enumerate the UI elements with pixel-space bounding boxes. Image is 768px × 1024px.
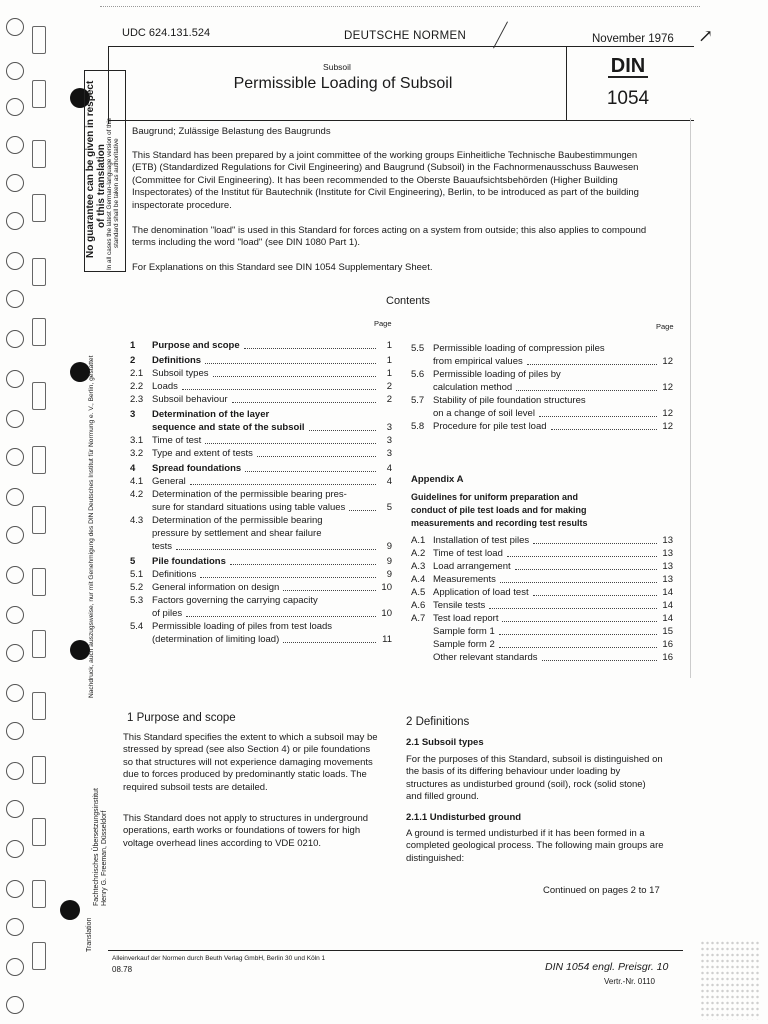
- toc-entry-number: 4.2: [130, 489, 144, 500]
- frame-bottom-rule: [108, 120, 694, 121]
- appendix-title: Appendix A: [411, 474, 464, 485]
- toc-entry: [130, 447, 392, 460]
- toc-entry-number: 2: [130, 355, 136, 366]
- toc-entry-label: Installation of test piles: [433, 535, 530, 546]
- toc-entry-number: 5.5: [411, 343, 425, 354]
- din-reference: DIN 1054 engl. Preisgr. 10: [545, 961, 669, 973]
- toc-entry: [130, 540, 392, 553]
- toc-entry-label: Subsoil types: [152, 368, 209, 379]
- document-title: Permissible Loading of Subsoil: [233, 75, 453, 92]
- continued-note: Continued on pages 2 to 17: [543, 885, 660, 896]
- toc-entry-label: on a change of soil level: [433, 408, 535, 419]
- toc-entry-number: 4: [130, 463, 136, 474]
- binder-ring: [6, 840, 24, 858]
- toc-leader-dots: [489, 608, 657, 609]
- toc-entry-label: Factors governing the carrying capacity: [152, 595, 318, 606]
- right-edge-rule: [690, 118, 691, 678]
- subsection-heading: 2.1.1 Undisturbed ground: [406, 812, 522, 823]
- toc-leader-dots: [516, 390, 657, 391]
- toc-entry: [130, 633, 392, 646]
- toc-entry-page: 16: [662, 652, 673, 663]
- appendix-subtitle-line: Guidelines for uniform preparation and: [411, 492, 579, 502]
- guarantee-note: In all cases the latest German-language version of this: [106, 118, 113, 270]
- toc-entry: [130, 514, 392, 527]
- toc-entry-number: 4.1: [130, 476, 144, 487]
- toc-entry-label: Definitions: [152, 569, 197, 580]
- udc-code: UDC 624.131.524: [122, 27, 211, 39]
- toc-entry: [130, 367, 392, 380]
- toc-entry: [130, 421, 392, 434]
- toc-entry-label: Type and extent of tests: [152, 448, 253, 459]
- section-heading: 1 Purpose and scope: [127, 712, 236, 724]
- toc-entry: [411, 407, 673, 420]
- toc-entry-number: 5.7: [411, 395, 425, 406]
- binder-ring: [6, 526, 24, 544]
- body-paragraph: This Standard does not apply to structures in underground operations, earth works or foundations of towers for high voltage overhead lines according to VDE 0210.: [123, 813, 369, 849]
- toc-entry-number: A.4: [411, 574, 426, 585]
- toc-entry-page: 5: [386, 502, 392, 513]
- toc-entry-label: sure for standard situations using table values: [152, 502, 346, 513]
- toc-entry-page: 15: [662, 626, 673, 637]
- toc-entry-number: A.6: [411, 600, 426, 611]
- toc-leader-dots: [244, 348, 376, 349]
- toc-entry-page: 16: [662, 639, 673, 650]
- body-paragraph: A ground is termed undisturbed if it has been formed in a completed geological process. The following main groups are distinguished:: [406, 828, 664, 864]
- binder-ring: [6, 644, 24, 662]
- toc-leader-dots: [186, 616, 376, 617]
- toc-leader-dots: [245, 471, 376, 472]
- toc-entry-label: sequence and state of the subsoil: [152, 422, 305, 433]
- binder-ring: [6, 918, 24, 936]
- toc-entry-page: 9: [386, 569, 392, 580]
- footer-rule: [108, 950, 683, 951]
- toc-entry-label: Permissible loading of piles from test loads: [152, 621, 333, 632]
- toc-entry: [411, 560, 673, 573]
- toc-entry: [411, 394, 673, 407]
- toc-entry-number: 3.1: [130, 435, 144, 446]
- toc-entry-label: Load arrangement: [433, 561, 511, 572]
- toc-leader-dots: [539, 416, 657, 417]
- toc-entry: [130, 555, 392, 568]
- vertrieb-number: Vertr.-Nr. 0110: [604, 977, 655, 986]
- toc-entry-label: Sample form 2: [433, 639, 495, 650]
- toc-entry-number: A.7: [411, 613, 426, 624]
- toc-entry: [411, 420, 673, 433]
- toc-entry: [130, 594, 392, 607]
- toc-leader-dots: [500, 582, 657, 583]
- toc-entry: [130, 408, 392, 421]
- binder-ring: [6, 98, 24, 116]
- toc-leader-dots: [499, 647, 657, 648]
- toc-entry-number: 2.2: [130, 381, 144, 392]
- binder-ring: [6, 958, 24, 976]
- binder-ring: [6, 996, 24, 1014]
- toc-entry: [130, 380, 392, 393]
- toc-entry-page: 10: [381, 608, 392, 619]
- toc-entry-label: General: [152, 476, 186, 487]
- guarantee-note: of this translation: [96, 144, 107, 228]
- toc-entry-number: 5.3: [130, 595, 144, 606]
- toc-entry-number: A.2: [411, 548, 426, 559]
- toc-entry: [411, 547, 673, 560]
- binder-ring: [6, 762, 24, 780]
- toc-entry-page: 11: [382, 634, 392, 645]
- toc-entry-label: (determination of limiting load): [152, 634, 280, 645]
- toc-entry: [130, 607, 392, 620]
- appendix-subtitle-line: measurements and recording test results: [411, 518, 588, 528]
- binder-ring: [6, 290, 24, 308]
- binder-ring: [6, 252, 24, 270]
- toc-entry: [130, 462, 392, 475]
- toc-leader-dots: [182, 389, 376, 390]
- appendix-subtitle: [411, 491, 673, 530]
- toc-entry-number: 5.8: [411, 421, 425, 432]
- toc-entry-label: calculation method: [433, 382, 513, 393]
- binder-tab: [32, 140, 46, 168]
- toc-entry: [411, 625, 673, 638]
- toc-entry-number: 5.2: [130, 582, 144, 593]
- toc-entry-number: 3: [130, 409, 136, 420]
- toc-leader-dots: [232, 402, 376, 403]
- toc-leader-dots: [533, 595, 657, 596]
- toc-entry-page: 10: [381, 582, 392, 593]
- toc-entry-page: 1: [386, 340, 392, 351]
- toc-entry: [411, 355, 673, 368]
- toc-entry: [411, 612, 673, 625]
- german-title: Baugrund; Zulässige Belastung des Baugrunds: [132, 126, 331, 137]
- toc-entry-page: 12: [662, 421, 673, 432]
- toc-entry: [411, 651, 673, 664]
- binder-tab: [32, 26, 46, 54]
- binder-ring: [6, 212, 24, 230]
- toc-leader-dots: [349, 510, 376, 511]
- binder-ring: [6, 410, 24, 428]
- binder-tab: [32, 506, 46, 534]
- binder-tab: [32, 446, 46, 474]
- toc-leader-dots: [515, 569, 657, 570]
- toc-entry-number: 5.1: [130, 569, 144, 580]
- punch-hole: [60, 900, 80, 920]
- issue-date: November 1976: [592, 33, 674, 45]
- binder-tab: [32, 258, 46, 286]
- toc-entry-number: 3.2: [130, 448, 144, 459]
- toc-entry-page: 14: [662, 600, 673, 611]
- reprint-note: Nachdruck, auch auszugsweise, nur mit Genehmigung des DIN Deutsches Institut für Normung e. V., Berlin, gestattet: [88, 355, 95, 698]
- toc-entry: [130, 354, 392, 367]
- toc-entry: [411, 368, 673, 381]
- toc-entry-label: Application of load test: [433, 587, 529, 598]
- toc-entry-label: Determination of the permissible bearing pres-: [152, 489, 347, 500]
- binder-tab: [32, 756, 46, 784]
- toc-leader-dots: [527, 364, 657, 365]
- toc-entry-page: 4: [386, 463, 392, 474]
- toc-entry-label: of piles: [152, 608, 183, 619]
- toc-entry-number: 5.4: [130, 621, 144, 632]
- toc-entry: [411, 342, 673, 355]
- translation-note: Fachtechnisches Übersetzungsinstitut: [93, 788, 100, 906]
- toc-entry-label: Purpose and scope: [152, 340, 240, 351]
- din-number: 1054: [606, 88, 650, 109]
- toc-entry-page: 1: [386, 355, 392, 366]
- binder-tab: [32, 194, 46, 222]
- toc-entry-label: General information on design: [152, 582, 280, 593]
- toc-entry-label: Time of test load: [433, 548, 503, 559]
- toc-entry-label: pressure by settlement and shear failure: [152, 528, 322, 539]
- binder-tab: [32, 942, 46, 970]
- punch-hole: [70, 362, 90, 382]
- binder-ring: [6, 370, 24, 388]
- binder-tab: [32, 382, 46, 410]
- toc-leader-dots: [542, 660, 657, 661]
- toc-entry-page: 4: [386, 476, 392, 487]
- toc-leader-dots: [205, 443, 376, 444]
- binder-ring: [6, 174, 24, 192]
- toc-entry: [411, 534, 673, 547]
- binder-tab: [32, 80, 46, 108]
- page-edge: [100, 6, 700, 8]
- scan-noise: [700, 940, 760, 1020]
- toc-entry-label: Pile foundations: [152, 556, 226, 567]
- binder-ring: [6, 18, 24, 36]
- toc-entry-number: 5: [130, 556, 136, 567]
- toc-entry-page: 1: [386, 368, 392, 379]
- appendix-subtitle-line: conduct of pile test loads and for making: [411, 505, 587, 515]
- toc-entry: [130, 488, 392, 501]
- toc-entry-number: A.5: [411, 587, 426, 598]
- intro-paragraph: This Standard has been prepared by a joint committee of the working groups Einheitliche Technische Baubestimmungen (ETB) (Standardized Regulations for Civil Engineering) and Baugrund (Subsoil) in the Fachnormenausschuss Bauwesen (Committee for Civil Engineering). It has been recommended to the Oberste Bauaufsichtsbehörden (Higher Building Inspectorates) of the Institut für Bautechnik (Institute for Civil Engineering), Berlin, to be introduced as part of the building inspectorate procedure.: [132, 150, 639, 211]
- toc-entry-label: tests: [152, 541, 173, 552]
- binder-ring: [6, 488, 24, 506]
- toc-leader-dots: [507, 556, 657, 557]
- toc-entry-label: Test load report: [433, 613, 499, 624]
- frame-top-rule: [108, 46, 694, 47]
- toc-entry: [130, 527, 392, 540]
- toc-entry-label: Determination of the permissible bearing: [152, 515, 323, 526]
- toc-leader-dots: [502, 621, 657, 622]
- series-title: DEUTSCHE NORMEN: [344, 30, 467, 42]
- toc-entry-number: 4.3: [130, 515, 144, 526]
- toc-entry: [130, 581, 392, 594]
- toc-entry: [411, 638, 673, 651]
- toc-leader-dots: [499, 634, 657, 635]
- binder-tab: [32, 630, 46, 658]
- toc-entry: [411, 586, 673, 599]
- translation-note: Translation: [86, 917, 93, 952]
- toc-entry-page: 12: [662, 382, 673, 393]
- toc-entry: [130, 620, 392, 633]
- toc-leader-dots: [257, 456, 376, 457]
- toc-entry: [130, 475, 392, 488]
- toc-entry-page: 2: [386, 381, 392, 392]
- toc-entry-label: from empirical values: [433, 356, 523, 367]
- binder-tab: [32, 568, 46, 596]
- toc-entry: [130, 434, 392, 447]
- guarantee-note: standard shall be taken as authoritative: [113, 138, 120, 248]
- toc-entry-number: A.1: [411, 535, 426, 546]
- subsection-heading: 2.1 Subsoil types: [406, 737, 484, 748]
- toc-entry-number: A.3: [411, 561, 426, 572]
- toc-entry-label: Loads: [152, 381, 178, 392]
- toc-entry-page: 3: [386, 422, 392, 433]
- binder-ring: [6, 330, 24, 348]
- toc-entry: [411, 381, 673, 394]
- toc-entry-page: 3: [386, 448, 392, 459]
- contents-left-column: [130, 337, 392, 646]
- toc-entry-number: 1: [130, 340, 136, 351]
- toc-entry-page: 9: [386, 541, 392, 552]
- binder-ring: [6, 722, 24, 740]
- toc-entry-label: Spread foundations: [152, 463, 242, 474]
- toc-entry-page: 2: [386, 394, 392, 405]
- guarantee-note: No guarantee can be given in respect: [85, 80, 96, 258]
- toc-entry-label: Subsoil behaviour: [152, 394, 228, 405]
- binder-ring: [6, 448, 24, 466]
- contents-right-column: [411, 342, 673, 433]
- toc-entry-label: Tensile tests: [433, 600, 486, 611]
- binder-tab: [32, 880, 46, 908]
- toc-entry-label: Permissible loading of compression piles: [433, 343, 605, 354]
- binder-ring: [6, 136, 24, 154]
- toc-entry-page: 9: [386, 556, 392, 567]
- toc-leader-dots: [190, 484, 376, 485]
- toc-entry: [130, 339, 392, 352]
- binder-tab: [32, 318, 46, 346]
- toc-leader-dots: [213, 376, 376, 377]
- toc-entry-page: 12: [662, 356, 673, 367]
- binder-strip: [0, 0, 52, 1024]
- intro-paragraph: The denomination "load" is used in this Standard for forces acting on a system from outside; this also applies to compound terms including the word "load" (see DIN 1080 Part 1).: [132, 225, 647, 249]
- binder-ring: [6, 880, 24, 898]
- binder-ring: [6, 62, 24, 80]
- toc-leader-dots: [205, 363, 376, 364]
- toc-entry: [411, 599, 673, 612]
- distributor-note: Alleinverkauf der Normen durch Beuth Verlag GmbH, Berlin 30 und Köln 1: [112, 955, 326, 962]
- toc-entry-page: 13: [662, 535, 673, 546]
- toc-leader-dots: [309, 430, 376, 431]
- toc-entry-page: 14: [662, 587, 673, 598]
- body-paragraph: This Standard specifies the extent to which a subsoil may be stressed by spread (see also Section 4) or pile foundations so that structures will not experience damaging movements due to forces produced by predominantly static loads. The required subsoil tests are detailed.: [123, 732, 378, 793]
- binder-tab: [32, 692, 46, 720]
- binder-ring: [6, 800, 24, 818]
- toc-entry-label: Measurements: [433, 574, 496, 585]
- toc-entry-label: Definitions: [152, 355, 202, 366]
- din-label: DIN: [608, 56, 648, 78]
- pen-mark: [493, 21, 508, 48]
- toc-entry-page: 13: [662, 548, 673, 559]
- subject-label: Subsoil: [323, 62, 351, 72]
- appendix-contents: [411, 534, 673, 664]
- toc-entry-page: 13: [662, 561, 673, 572]
- toc-entry: [130, 393, 392, 406]
- toc-entry-label: Procedure for pile test load: [433, 421, 547, 432]
- page-column-label: Page: [374, 319, 392, 328]
- toc-entry-label: Other relevant standards: [433, 652, 538, 663]
- toc-entry-number: 5.6: [411, 369, 425, 380]
- punch-hole: [70, 640, 90, 660]
- contents-heading: Contents: [386, 295, 431, 307]
- toc-entry-page: 14: [662, 613, 673, 624]
- toc-entry: [130, 568, 392, 581]
- toc-entry-label: Sample form 1: [433, 626, 495, 637]
- translation-note: Henry G. Freeman, Düsseldorf: [101, 810, 108, 906]
- toc-entry-number: 2.1: [130, 368, 144, 379]
- binder-tab: [32, 818, 46, 846]
- toc-leader-dots: [176, 549, 376, 550]
- toc-entry-page: 13: [662, 574, 673, 585]
- page-column-label: Page: [656, 322, 674, 331]
- toc-entry-number: 2.3: [130, 394, 144, 405]
- print-date-code: 08.78: [112, 965, 133, 974]
- toc-leader-dots: [230, 564, 376, 565]
- toc-leader-dots: [551, 429, 657, 430]
- toc-entry-page: 3: [386, 435, 392, 446]
- binder-ring: [6, 684, 24, 702]
- binder-ring: [6, 606, 24, 624]
- toc-entry-label: Determination of the layer: [152, 409, 270, 420]
- toc-entry: [130, 501, 392, 514]
- toc-entry-label: Stability of pile foundation structures: [433, 395, 586, 406]
- toc-entry: [411, 573, 673, 586]
- toc-leader-dots: [200, 577, 376, 578]
- intro-paragraph: For Explanations on this Standard see DIN 1054 Supplementary Sheet.: [132, 262, 433, 273]
- pen-mark: ↗: [698, 26, 714, 47]
- toc-leader-dots: [533, 543, 657, 544]
- toc-leader-dots: [283, 642, 376, 643]
- toc-leader-dots: [283, 590, 376, 591]
- toc-entry-label: Permissible loading of piles by: [433, 369, 561, 380]
- section-heading: 2 Definitions: [406, 716, 470, 728]
- toc-entry-label: Time of test: [152, 435, 202, 446]
- binder-ring: [6, 566, 24, 584]
- body-paragraph: For the purposes of this Standard, subsoil is distinguished on the basis of its differing behaviour under loading by structures as undisturbed ground (soil), rock (solid stone) and filled ground.: [406, 754, 663, 803]
- toc-entry-page: 12: [662, 408, 673, 419]
